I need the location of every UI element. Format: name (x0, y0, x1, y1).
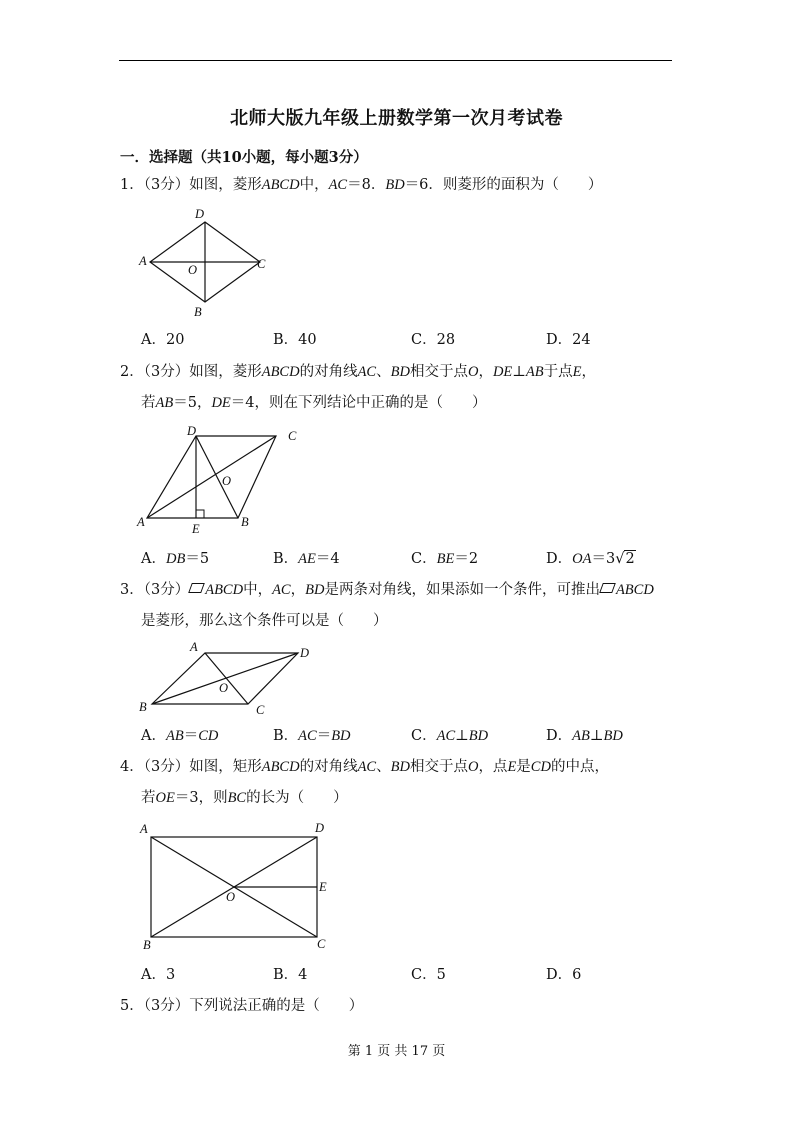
question-1-text: 1．（3分）如图，菱形ABCD中，AC＝8．BD＝6．则菱形的面积为（ ） (120, 177, 603, 193)
section-heading: 一．选择题（共10小题，每小题3分） (120, 149, 368, 166)
label-B: B (241, 515, 249, 529)
question-3-text-line-1: 3．（3分） ABCD中，AC，BD是两条对角线，如果添如一个条件，可推出 ABCD (120, 582, 654, 598)
question-4-figure (130, 818, 340, 958)
label-E: E (192, 522, 200, 536)
page-footer: 第 1 页 共 17 页 (347, 1044, 446, 1059)
question-2-text-line-2: 若AB＝5，DE＝4，则在下列结论中正确的是（ ） (141, 395, 487, 411)
label-A: A (139, 254, 147, 268)
label-A: A (140, 822, 148, 836)
label-E: E (319, 880, 327, 894)
label-A: A (190, 640, 198, 654)
question-2-figure (130, 422, 310, 542)
question-1-option-d[interactable]: D．24 (546, 332, 591, 348)
label-D: D (195, 207, 205, 221)
label-D: D (300, 646, 310, 660)
label-C: C (256, 703, 265, 717)
label-A: A (137, 515, 145, 529)
question-1-option-a[interactable]: A．20 (141, 332, 185, 348)
question-2-option-a[interactable]: A．DB＝5 (141, 551, 210, 567)
label-O: O (188, 263, 198, 277)
question-1-option-c[interactable]: C．28 (411, 332, 456, 348)
label-C: C (257, 257, 266, 271)
question-1-option-b[interactable]: B．40 (273, 332, 317, 348)
question-4-text-line-2: 若OE＝3，则BC的长为（ ） (141, 790, 348, 806)
label-D: D (187, 424, 197, 438)
label-C: C (317, 937, 326, 951)
question-4-text-line-1: 4．（3分）如图，矩形ABCD的对角线AC、BD相交于点O，点E是CD的中点， (120, 759, 609, 775)
label-D: D (315, 821, 325, 835)
question-3-option-b[interactable]: B．AC＝BD (273, 728, 351, 744)
header-rule (119, 60, 672, 61)
question-2-option-c[interactable]: C．BE＝2 (411, 551, 479, 567)
question-3-option-d[interactable]: D．AB⊥BD (546, 728, 623, 744)
label-O: O (226, 890, 236, 904)
parallelogram-icon (188, 583, 205, 593)
question-3-option-a[interactable]: A．AB＝CD (141, 728, 219, 744)
question-2-option-d[interactable]: D．OA＝3√2 (546, 551, 635, 567)
page-title: 北师大版九年级上册数学第一次月考试卷 (230, 108, 563, 129)
label-B: B (194, 305, 202, 319)
label-C: C (288, 429, 297, 443)
question-4-option-c[interactable]: C．5 (411, 967, 446, 983)
question-2-option-b[interactable]: B．AE＝4 (273, 551, 340, 567)
label-O: O (219, 681, 229, 695)
label-B: B (139, 700, 147, 714)
question-4-option-d[interactable]: D．6 (546, 967, 582, 983)
label-B: B (143, 938, 151, 952)
question-3-option-c[interactable]: C．AC⊥BD (411, 728, 489, 744)
question-2-text-line-1: 2．（3分）如图，菱形ABCD的对角线AC、BD相交于点O，DE⊥AB于点E， (120, 364, 596, 380)
label-O: O (222, 474, 232, 488)
question-3-text-line-2: 是菱形，那么这个条件可以是（ ） (141, 613, 388, 629)
question-1-figure (130, 200, 280, 320)
question-4-option-a[interactable]: A．3 (141, 967, 176, 983)
sqrt-sign: √ (615, 551, 625, 567)
question-3-figure (130, 640, 320, 720)
question-4-option-b[interactable]: B．4 (273, 967, 308, 983)
parallelogram-icon (599, 583, 616, 593)
question-5-text: 5．（3分）下列说法正确的是（ ） (120, 998, 364, 1014)
